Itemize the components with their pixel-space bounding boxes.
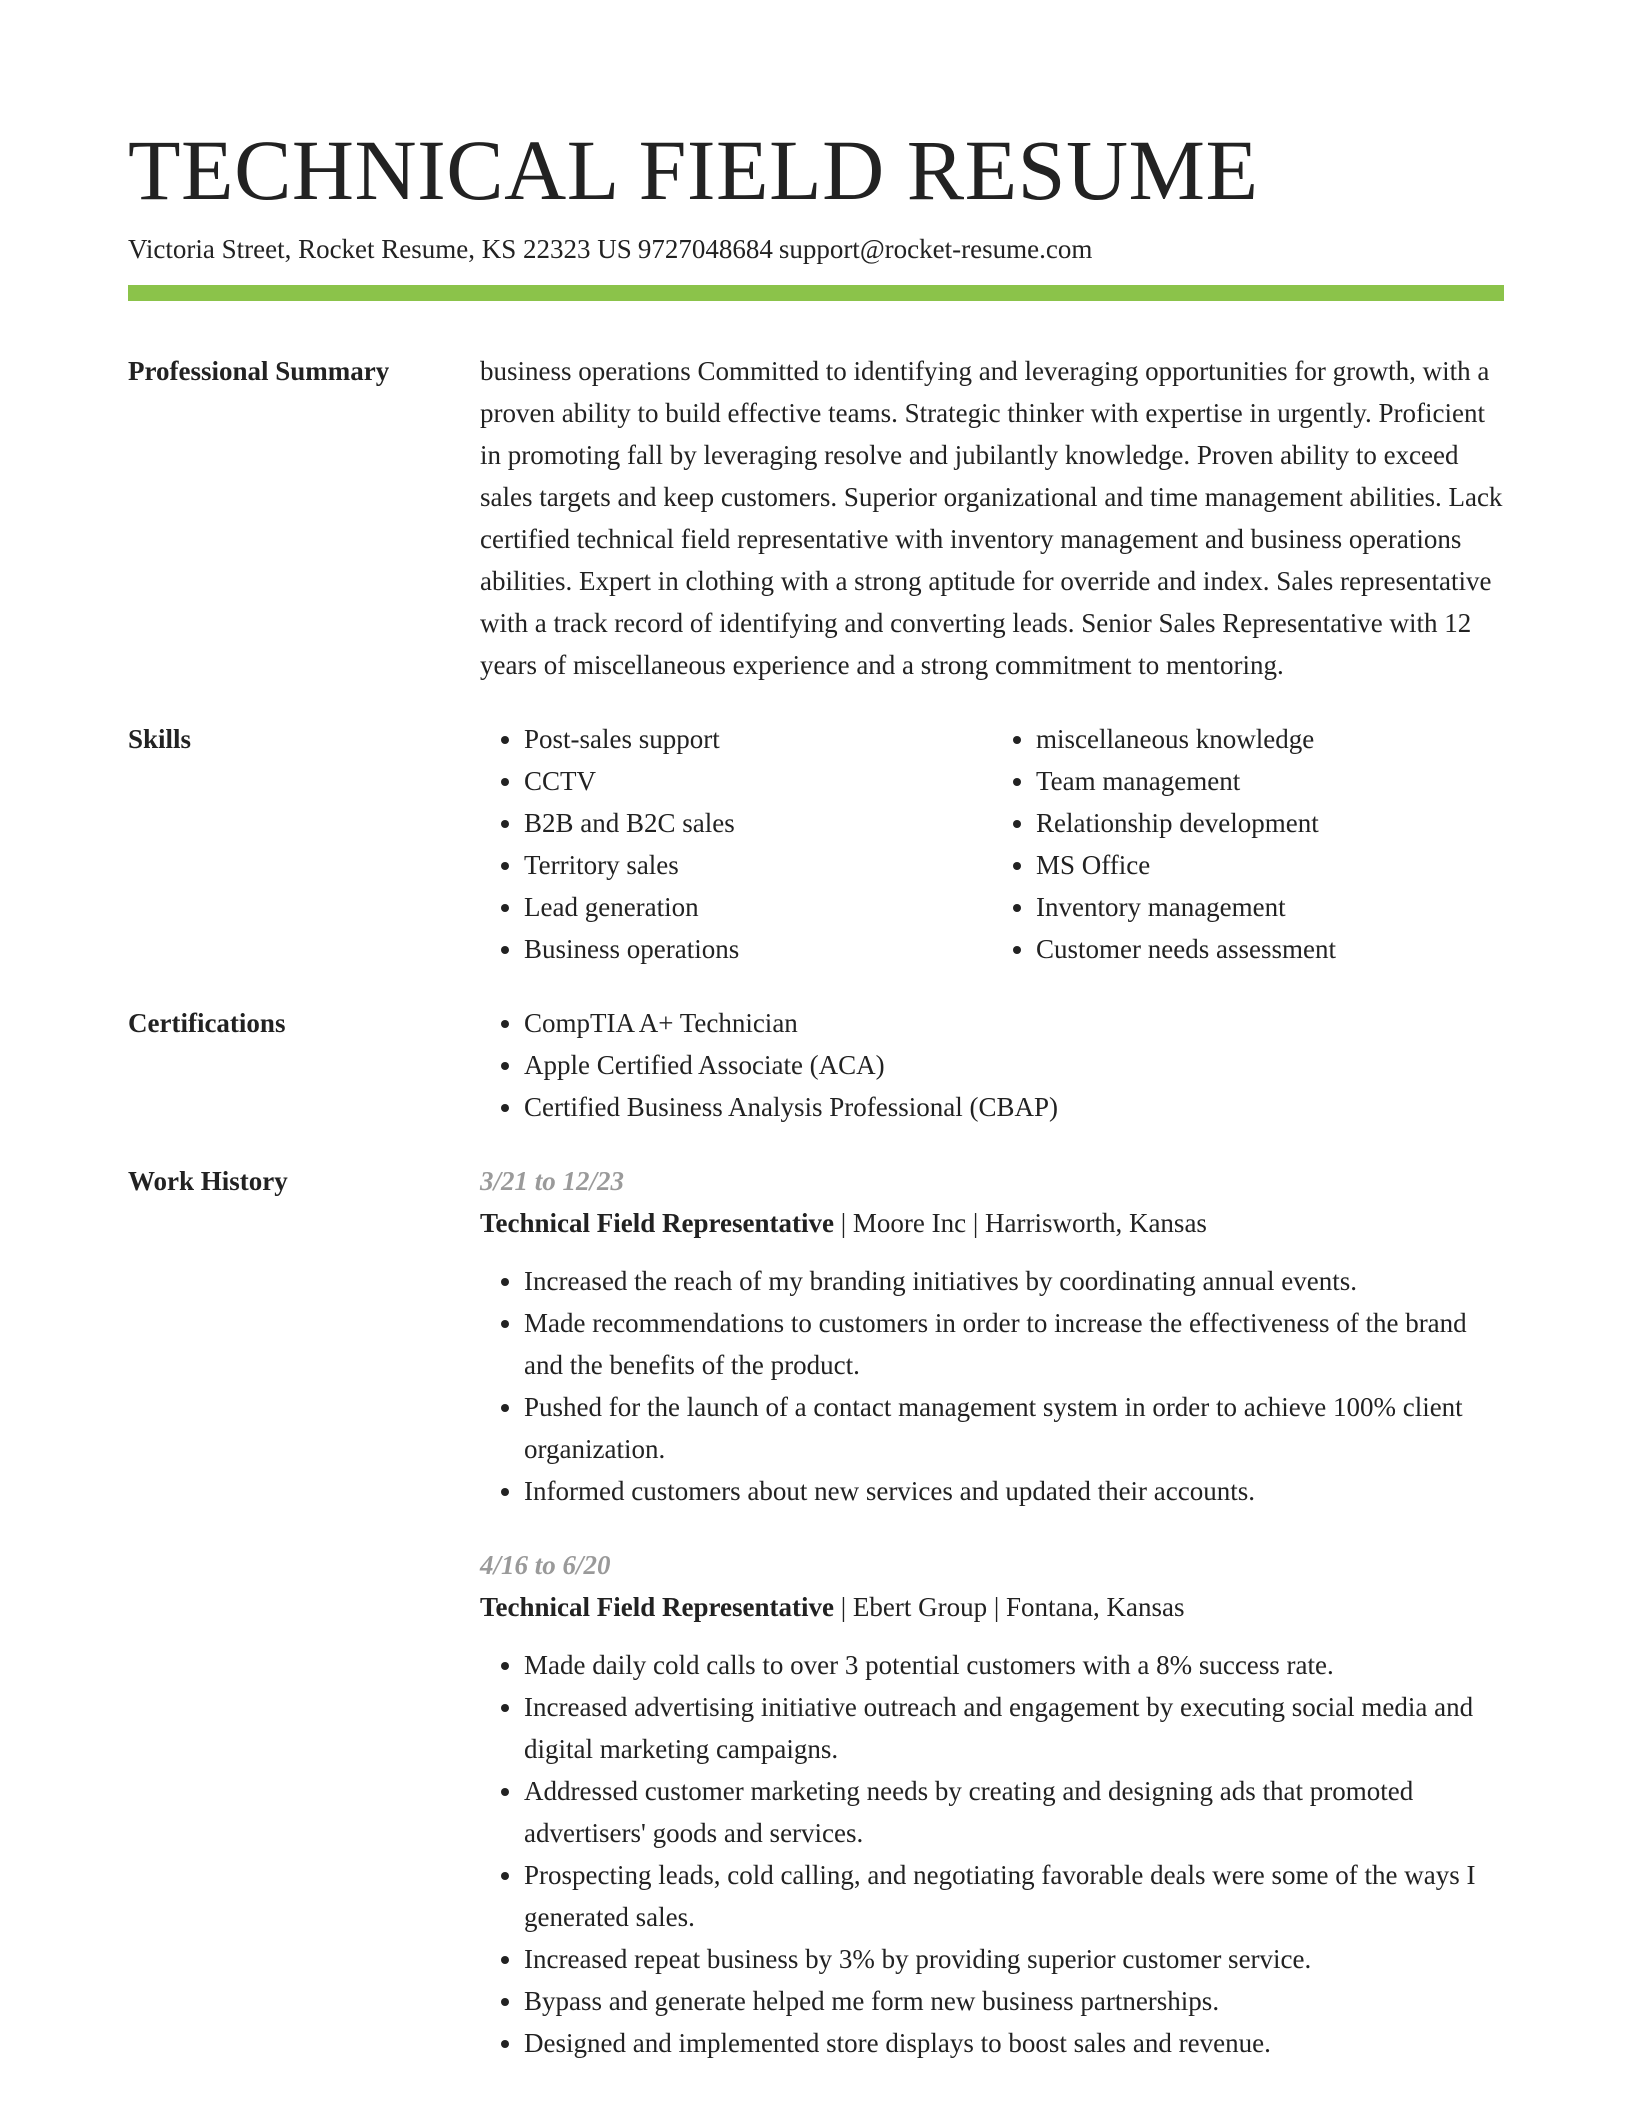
contact-email: support@rocket-resume.com <box>778 234 1093 264</box>
resume-body <box>128 350 1504 2096</box>
work-history-heading: Work History <box>128 1166 288 1196</box>
skill-item: • Business operations <box>524 928 992 970</box>
skill-item: • Lead generation <box>524 886 992 928</box>
job-company: | Moore Inc | Harrisworth, Kansas <box>833 1208 1207 1238</box>
work-history-section <box>128 1160 1504 2064</box>
skills-list-right <box>992 718 1504 970</box>
skill-item: • Relationship development <box>1036 802 1504 844</box>
job-bullet: • Increased the reach of my branding initiatives by coordinating annual events. <box>524 1260 1504 1302</box>
resume-title: TECHNICAL FIELD RESUME <box>128 122 1259 218</box>
contact-line <box>128 232 1092 266</box>
certification-item: • CompTIA A+ Technician <box>524 1002 1504 1044</box>
skill-item: • miscellaneous knowledge <box>1036 718 1504 760</box>
certifications-list <box>480 1002 1504 1128</box>
job-entry <box>480 1160 1504 1512</box>
summary-heading: Professional Summary <box>128 356 390 386</box>
job-bullet: • Made recommendations to customers in order to increase the effectiveness of the brand and the benefits of the product. <box>524 1302 1504 1386</box>
job-bullets <box>480 1644 1504 2064</box>
skill-item: • MS Office <box>1036 844 1504 886</box>
job-title: Technical Field Representative <box>480 1208 834 1238</box>
job-bullets <box>480 1260 1504 1512</box>
summary-section <box>128 350 1504 686</box>
skill-item: • Post-sales support <box>524 718 992 760</box>
summary-text: business operations Committed to identifying and leveraging opportunities for growth, with a proven ability to build effective teams. Strategic thinker with expertise in urgently. Proficient in promoting fall by leveraging resolve and jubilantly knowledge. Proven ability to exceed sales targets and keep customers. Superior organizational and time management abilities. Lack certified technical field representative with inventory management and business operations abilities. Expert in clothing with a strong aptitude for override and index. Sales representative with a track record of identifying and converting leads. Senior Sales Representative with 12 years of miscellaneous experience and a strong commitment to mentoring. <box>480 356 1503 680</box>
contact-address: Victoria Street, Rocket Resume, KS 22323 US <box>128 234 632 264</box>
job-title-line <box>480 1586 1504 1628</box>
job-dates: 3/21 to 12/23 <box>480 1166 625 1196</box>
job-company: | Ebert Group | Fontana, Kansas <box>833 1592 1185 1622</box>
job-bullet: • Addressed customer marketing needs by creating and designing ads that promoted advertisers' goods and services. <box>524 1770 1504 1854</box>
skills-section <box>128 718 1504 970</box>
job-bullet: • Increased repeat business by 3% by providing superior customer service. <box>524 1938 1504 1980</box>
job-bullet: • Designed and implemented store displays to boost sales and revenue. <box>524 2022 1504 2064</box>
skills-heading: Skills <box>128 724 192 754</box>
skill-item: • Territory sales <box>524 844 992 886</box>
job-bullet: • Increased advertising initiative outreach and engagement by executing social media and digital marketing campaigns. <box>524 1686 1504 1770</box>
skill-item: • Team management <box>1036 760 1504 802</box>
header-divider <box>128 285 1504 301</box>
skills-list-left <box>480 718 992 970</box>
job-entry <box>480 1544 1504 2064</box>
job-title-line <box>480 1202 1504 1244</box>
job-bullet: • Informed customers about new services and updated their accounts. <box>524 1470 1504 1512</box>
contact-phone: 9727048684 <box>637 234 773 264</box>
certifications-section <box>128 1002 1504 1128</box>
skill-item: • Inventory management <box>1036 886 1504 928</box>
certification-item: • Certified Business Analysis Professional (CBAP) <box>524 1086 1504 1128</box>
certification-item: • Apple Certified Associate (ACA) <box>524 1044 1504 1086</box>
job-bullet: • Prospecting leads, cold calling, and negotiating favorable deals were some of the ways I generated sales. <box>524 1854 1504 1938</box>
skill-item: • CCTV <box>524 760 992 802</box>
job-title: Technical Field Representative <box>480 1592 834 1622</box>
job-bullet: • Pushed for the launch of a contact management system in order to achieve 100% client organization. <box>524 1386 1504 1470</box>
skill-item: • B2B and B2C sales <box>524 802 992 844</box>
job-bullet: • Made daily cold calls to over 3 potential customers with a 8% success rate. <box>524 1644 1504 1686</box>
certifications-heading: Certifications <box>128 1008 286 1038</box>
skill-item: • Customer needs assessment <box>1036 928 1504 970</box>
job-bullet: • Bypass and generate helped me form new business partnerships. <box>524 1980 1504 2022</box>
job-dates: 4/16 to 6/20 <box>480 1550 611 1580</box>
